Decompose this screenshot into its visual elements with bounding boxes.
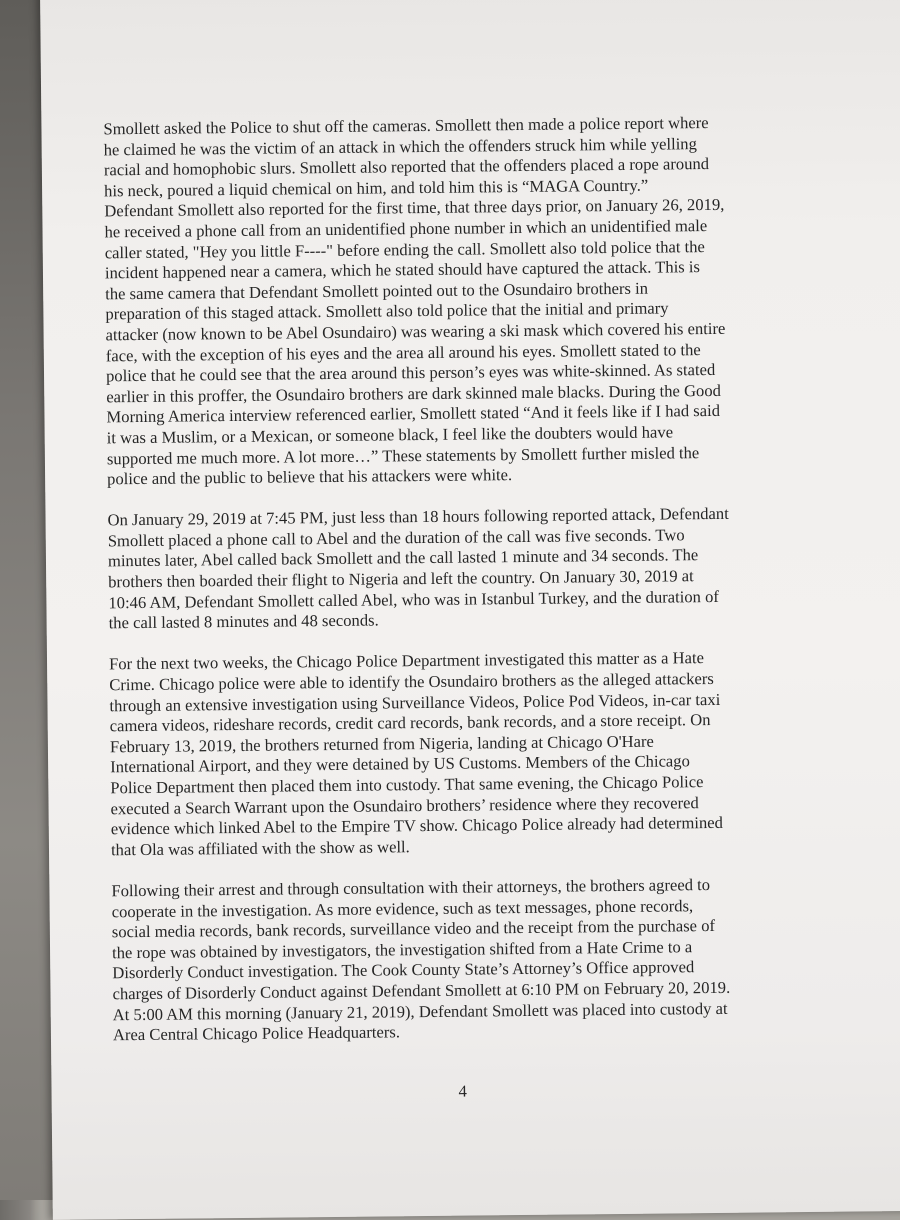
text-line: Police Department then placed them into custody. That same evening, the Chicago Police (110, 772, 704, 798)
text-line: International Airport, and they were detained by US Customs. Members of the Chicago (110, 751, 690, 777)
document-page (40, 0, 900, 1220)
paragraph-3 (109, 647, 841, 861)
text-line: supported me much more. A lot more…” These statements by Smollett further misled the (106, 442, 700, 468)
text-line: Smollett asked the Police to shut off the cameras. Smollett then made a police report where (103, 113, 709, 139)
text-line: 10:46 AM, Defendant Smollett called Abel, who was in Istanbul Turkey, and the duration of (108, 586, 719, 612)
text-line: Following their arrest and through consultation with their attorneys, the brothers agreed to (111, 875, 711, 901)
text-line: minutes later, Abel called back Smollett and the call lasted 1 minute and 34 seconds. The (107, 545, 699, 571)
text-line: February 13, 2019, the brothers returned from Nigeria, landing at Chicago O'Hare (109, 731, 654, 757)
text-line: Morning America interview referenced earlier, Smollett stated “And it feels like if I had said (106, 401, 721, 427)
text-line: Smollett placed a phone call to Abel and the duration of the call was five seconds. Two (107, 525, 685, 551)
text-line: he received a phone call from an unidentified phone number in which an unidentified male (104, 215, 708, 242)
text-line: social media records, bank records, surveillance video and the receipt from the purchase of (111, 916, 716, 942)
text-line: For the next two weeks, the Chicago Police Department investigated this matter as a Hate (108, 648, 705, 674)
text-line: attacker (now known to be Abel Osundairo) was wearing a ski mask which covered his entire (105, 318, 726, 345)
text-line: Defendant Smollett also reported for the first time, that three days prior, on January 26, 2019, (104, 195, 725, 221)
text-line: that Ola was affiliated with the show as well. (110, 836, 410, 860)
text-line: the rope was obtained by investigators, the investigation shifted from a Hate Crime to a (111, 936, 693, 963)
text-line: evidence which linked Abel to the Empire TV show. Chicago Police already had determined (110, 813, 723, 839)
text-line: racial and homophobic slurs. Smollett also reported that the offenders placed a rope around (103, 154, 710, 180)
text-line: through an extensive investigation using Surveillance Videos, Police Pod Videos, in-car taxi (109, 689, 721, 715)
text-line: preparation of this staged attack. Smollett also told police that the initial and primary (105, 298, 669, 324)
text-line: his neck, poured a liquid chemical on him, and told him this is “MAGA Country.” (104, 175, 649, 201)
text-line: brothers then boarded their flight to Nigeria and left the country. On January 30, 2019 at (108, 566, 694, 592)
paragraph-2 (107, 503, 838, 634)
page-number: 4 (458, 1081, 467, 1101)
text-line: On January 29, 2019 at 7:45 PM, just less than 18 hours following reported attack, Defendant (107, 504, 729, 530)
text-line: the call lasted 8 minutes and 48 seconds. (108, 610, 379, 633)
text-line: Area Central Chicago Police Headquarters. (112, 1022, 401, 1045)
text-line: camera videos, rideshare records, credit card records, bank records, and a store receipt. On (109, 710, 711, 736)
text-line: At 5:00 AM this morning (January 21, 2019), Defendant Smollett was placed into custody at (112, 998, 728, 1024)
text-line: cooperate in the investigation. As more evidence, such as text messages, phone records, (111, 895, 694, 921)
text-line: charges of Disorderly Conduct against Defendant Smollett at 6:10 PM on February 20, 2019. (112, 977, 731, 1004)
paragraph-1 (103, 112, 837, 490)
document-body (103, 112, 843, 1067)
text-line: earlier in this proffer, the Osundairo brothers are dark skinned male blacks. During the Good (106, 380, 721, 407)
text-line: Crime. Chicago police were able to identify the Osundairo brothers as the alleged attackers (109, 669, 714, 695)
text-line: face, with the exception of his eyes and the area all around his eyes. Smollett stated to the (105, 339, 701, 365)
text-line: police and the public to believe that his attackers were white. (107, 465, 513, 489)
text-line: Disorderly Conduct investigation. The Cook County State’s Attorney’s Office approved (112, 957, 695, 983)
text-line: caller stated, "Hey you little F----" before ending the call. Smollett also told police that the (104, 236, 705, 262)
text-line: incident happened near a camera, which he stated should have captured the attack. This is (104, 257, 701, 283)
text-line: it was a Muslim, or a Mexican, or someone black, I feel like the doubters would have (106, 422, 674, 448)
text-line: executed a Search Warrant upon the Osundairo brothers’ residence where they recovered (110, 792, 699, 818)
text-line: he claimed he was the victim of an attack in which the offenders struck him while yelling (103, 133, 697, 159)
paragraph-4 (111, 874, 843, 1046)
text-line: the same camera that Defendant Smollett pointed out to the Osundairo brothers in (105, 278, 649, 304)
text-line: police that he could see that the area around this person’s eyes was white-skinned. As stated (105, 360, 716, 386)
